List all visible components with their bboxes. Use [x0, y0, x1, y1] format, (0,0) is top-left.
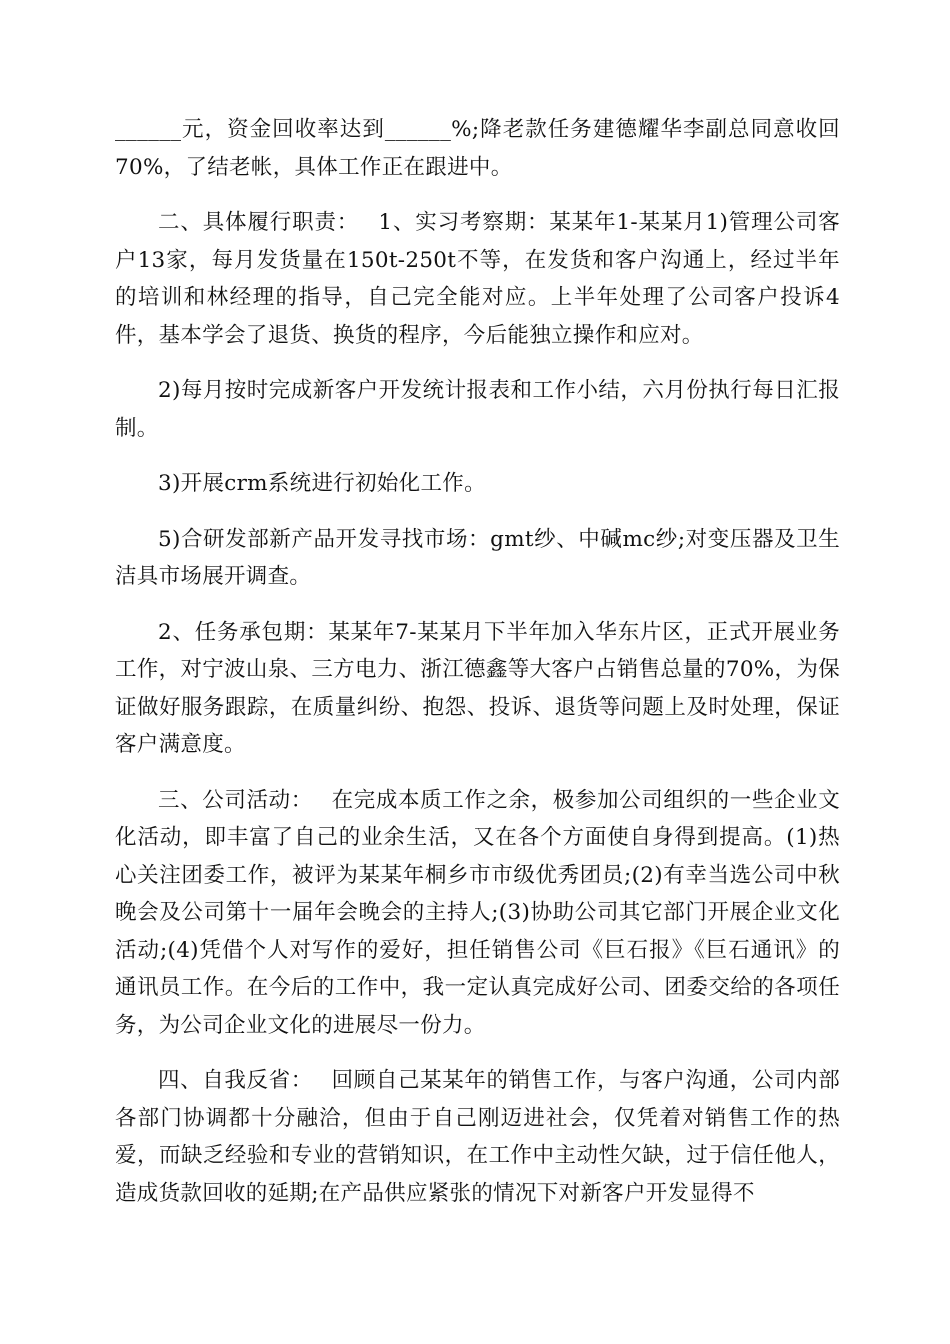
- paragraph-8: 四、自我反省： 回顾自己某某年的销售工作，与客户沟通，公司内部各部门协调都十分融洽，但由于自己刚迈进社会，仅凭着对销售工作的热爱，而缺乏经验和专业的营销知识，在工作中主动性欠缺，过于信任他人，造成货款回收的延期;在产品供应紧张的情况下对新客户开发显得不: [115, 1068, 840, 1206]
- paragraph-7: 三、公司活动： 在完成本质工作之余，极参加公司组织的一些企业文化活动，即丰富了自己的业余生活，又在各个方面使自身得到提高。(1)热心关注团委工作，被评为某某年桐乡市市级优秀团员;(2)有幸当选公司中秋晚会及公司第十一届年会晚会的主持人;(3)协助公司其它部门开展企业文化活动;(4)凭借个人对写作的爱好，担任销售公司《巨石报》《巨石通讯》的通讯员工作。在今后的工作中，我一定认真完成好公司、团委交给的各项任务，为公司企业文化的进展尽一份力。: [115, 787, 840, 1038]
- document-body: [115, 111, 840, 1230]
- paragraph-4: 3)开展crm系统进行初始化工作。: [158, 471, 486, 496]
- paragraph-1: ______元，资金回收率达到______%;降老款任务建德耀华李副总同意收回70%，了结老帐，具体工作正在跟进中。: [115, 117, 840, 180]
- paragraph-3: 2)每月按时完成新客户开发统计报表和工作小结，六月份执行每日汇报制。: [115, 378, 840, 441]
- paragraph-2: 二、具体履行职责： 1、实习考察期：某某年1-某某月1)管理公司客户13家，每月发货量在150t-250t不等，在发货和客户沟通上，经过半年的培训和林经理的指导，自己完全能对应。上半年处理了公司客户投诉4件，基本学会了退货、换货的程序，今后能独立操作和应对。: [115, 210, 840, 348]
- paragraph-6: 2、任务承包期：某某年7-某某月下半年加入华东片区，正式开展业务工作，对宁波山泉、三方电力、浙江德鑫等大客户占销售总量的70%，为保证做好服务跟踪，在质量纠纷、抱怨、投诉、退货等问题上及时处理，保证客户满意度。: [115, 619, 840, 757]
- paragraph-5: 5)合研发部新产品开发寻找市场：gmt纱、中碱mc纱;对变压器及卫生洁具市场展开调查。: [115, 526, 840, 589]
